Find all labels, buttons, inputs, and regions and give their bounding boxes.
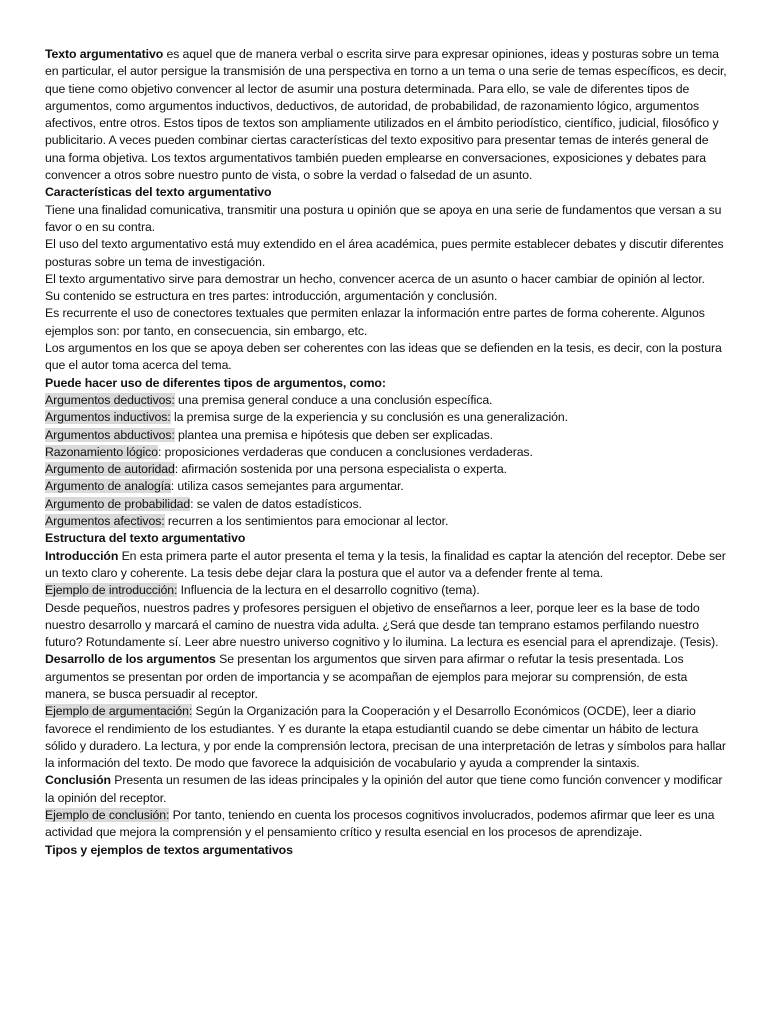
estructura-heading: Estructura del texto argumentativo — [45, 531, 246, 546]
tipo-label: Argumento de autoridad — [45, 462, 175, 477]
caracteristica-item: Los argumentos en los que se apoya deben ser coherentes con las ideas que se defienden en la tesis, es decir, con la postura que el autor toma acerca del tema. — [45, 341, 722, 373]
tipo-item — [45, 427, 731, 444]
tipo-text: : se valen de datos estadísticos. — [190, 496, 362, 511]
conclusion-term: Conclusión — [45, 773, 111, 788]
tipo-item — [45, 409, 731, 426]
tipo-text: recurren a los sentimientos para emocionar al lector. — [164, 514, 449, 529]
intro-text: es aquel que de manera verbal o escrita sirve para expresar opiniones, ideas y posturas sobre un tema en particular, el autor persigue la transmisión de una perspectiva en torno a un tema o una serie de temas específicos, es decir, que tiene como objetivo convencer al lector de asumir una postura determinada. Para ello, se vale de diferentes tipos de argumentos, como argumentos inductivos, deductivos, de autoridad, de probabilidad, de razonamiento lógico, argumentos afectivos, entre otros. Estos tipos de textos son ampliamente utilizados en el ámbito periodístico, científico, judicial, filosófico y publicitario. A veces pueden combinar ciertas características del texto expositivo para presentar temas de interés general de una forma objetiva. Los textos argumentativos también pueden emplearse en conversaciones, exposiciones y debates para convencer a otros sobre nuestro punto de vista, o sobre la verdad o falsedad de un asunto. — [45, 47, 727, 183]
introduccion-term: Introducción — [45, 548, 119, 563]
caracteristica-item: El texto argumentativo sirve para demostrar un hecho, convencer acerca de un asunto o hacer cambiar de opinión al lector. — [45, 271, 705, 286]
tipo-item — [45, 478, 731, 495]
tipo-item — [45, 392, 731, 409]
tipo-label: Razonamiento lógico — [45, 444, 158, 459]
caracteristicas-heading: Características del texto argumentativo — [45, 185, 272, 200]
tipo-label: Argumentos afectivos: — [45, 514, 165, 529]
tipo-label: Argumento de analogía — [45, 479, 171, 494]
tipo-text: plantea una premisa e hipótesis que deben ser explicadas. — [174, 427, 493, 442]
tipo-item — [45, 461, 731, 478]
introduccion-example-body: Desde pequeños, nuestros padres y profesores persiguen el objetivo de enseñarnos a leer, porque leer es la base de todo nuestro desarrollo y marcará el camino de nuestra vida adulta. ¿Será que desde tan temprano estamos perfilando nuestro futuro? Rotundamente sí. Leer abre nuestro universo cognitivo y lo ilumina. La lectura es esencial para el aprendizaje. (Tesis). — [45, 600, 719, 650]
conclusion-example-text: Por tanto, teniendo en cuenta los procesos cognitivos involucrados, podemos afirmar que leer es una actividad que mejora la comprensión y el pensamiento crítico y resulta esencial en los procesos de aprendizaje. — [45, 808, 715, 840]
desarrollo-example — [45, 703, 731, 772]
intro-paragraph — [45, 46, 731, 184]
conclusion-example — [45, 807, 731, 842]
tipo-label: Argumentos abductivos: — [45, 427, 175, 442]
caracteristica-item: El uso del texto argumentativo está muy extendido en el área académica, pues permite establecer debates y discutir diferentes posturas sobre un tema de investigación. — [45, 237, 724, 269]
caracteristica-item: Tiene una finalidad comunicativa, transmitir una postura u opinión que se apoya en una serie de fundamentos que versan a su favor o en su contra. — [45, 202, 722, 234]
intro-term: Texto argumentativo — [45, 47, 167, 61]
tipo-item — [45, 496, 731, 513]
introduccion-example-label: Ejemplo de introducción: — [45, 583, 178, 598]
conclusion-text: Presenta un resumen de las ideas principales y la opinión del autor que tiene como función convencer y modificar la opinión del receptor. — [45, 773, 723, 805]
introduccion-example-text: Influencia de la lectura en el desarrollo cognitivo (tema). — [177, 583, 480, 598]
desarrollo-example-label: Ejemplo de argumentación: — [45, 704, 193, 719]
document-page — [45, 46, 731, 859]
caracteristica-item: Es recurrente el uso de conectores textuales que permiten enlazar la información entre partes de forma coherente. Algunos ejemplos son: por tanto, en consecuencia, sin embargo, etc. — [45, 306, 705, 338]
introduccion-paragraph — [45, 548, 731, 583]
tipos-heading: Puede hacer uso de diferentes tipos de argumentos, como: — [45, 375, 386, 390]
tipo-label: Argumentos deductivos: — [45, 392, 175, 407]
tipo-text: : proposiciones verdaderas que conducen a conclusiones verdaderas. — [157, 444, 533, 459]
desarrollo-term: Desarrollo de los argumentos — [45, 652, 216, 667]
introduccion-text: En esta primera parte el autor presenta el tema y la tesis, la finalidad es captar la atención del receptor. Debe ser un texto claro y coherente. La tesis debe dejar clara la postura que el autor va a defender frente al tema. — [45, 548, 726, 580]
tipo-label: Argumentos inductivos: — [45, 410, 171, 425]
conclusion-paragraph — [45, 772, 731, 807]
tipo-text: : utiliza casos semejantes para argumentar. — [170, 479, 404, 494]
desarrollo-paragraph — [45, 651, 731, 703]
desarrollo-text: Se presentan los argumentos que sirven para afirmar o refutar la tesis presentada. Los argumentos se presentan por orden de importancia y se acompañan de ejemplos para mejorar su comprensión, de esta manera, se busca persuadir al receptor. — [45, 652, 688, 701]
tipo-item — [45, 513, 731, 530]
tipo-label: Argumento de probabilidad — [45, 496, 191, 511]
tipo-text: una premisa general conduce a una conclusión específica. — [174, 392, 493, 407]
conclusion-example-label: Ejemplo de conclusión: — [45, 808, 170, 823]
caracteristica-item: Su contenido se estructura en tres partes: introducción, argumentación y conclusión. — [45, 289, 498, 304]
desarrollo-example-text: Según la Organización para la Cooperación y el Desarrollo Económicos (OCDE), leer a diario favorece el rendimiento de los estudiantes. Y es durante la etapa estudiantil cuando se debe cimentar un hábito de lectura sólido y duradero. La lectura, y por ende la comprensión lectora, precisan de una interpretación de letras y símbolos para hallar la información del texto. De modo que favorece la adquisición de vocabulario y ayuda a comprender la sintaxis. — [45, 704, 726, 771]
tipo-text: : afirmación sostenida por una persona especialista o experta. — [174, 462, 507, 477]
tipos-ejemplos-heading: Tipos y ejemplos de textos argumentativos — [45, 842, 293, 857]
tipo-text: la premisa surge de la experiencia y su conclusión es una generalización. — [170, 410, 568, 425]
introduccion-example — [45, 582, 731, 599]
tipo-item — [45, 444, 731, 461]
